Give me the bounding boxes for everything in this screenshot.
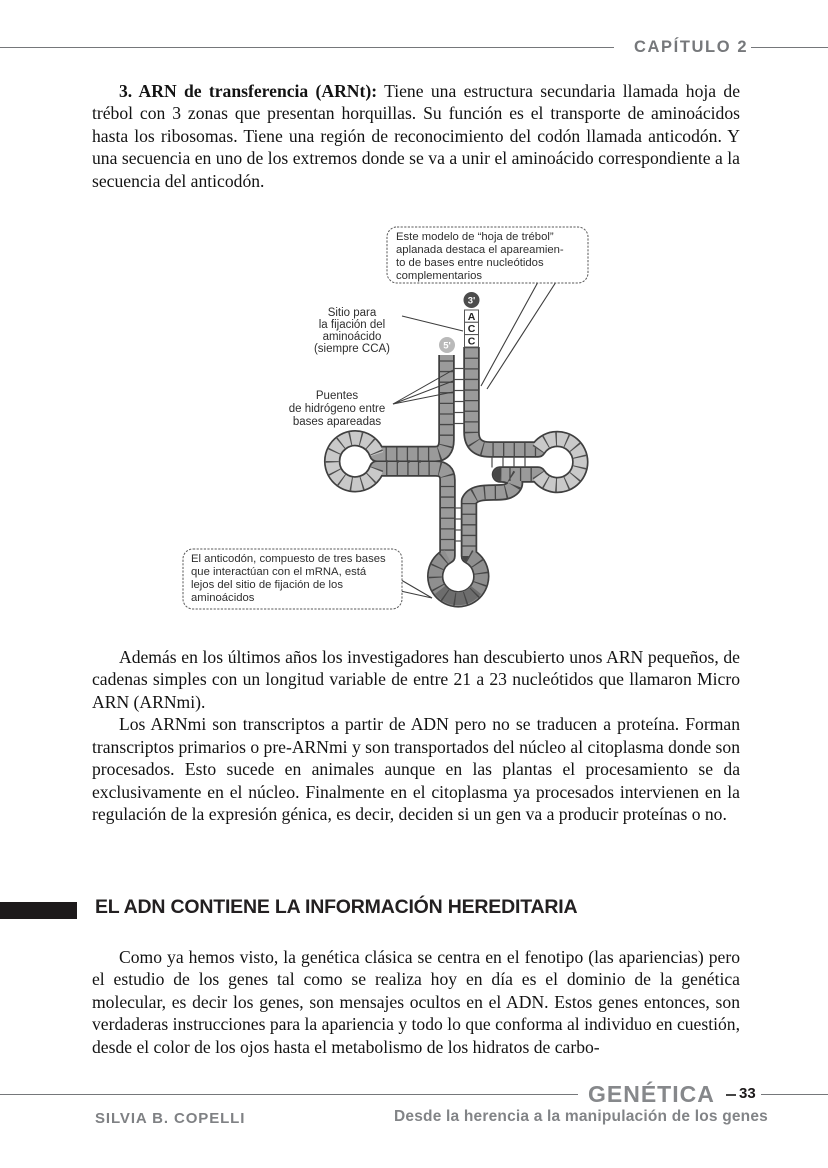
paragraph-arnt-lead: 3. ARN de transferencia (ARNt): bbox=[119, 81, 378, 101]
paragraph-adn-informacion: Como ya hemos visto, la genética clásica se centra en el fenotipo (las apariencias) pero el estudio de los genes tal como se realiza hoy en día es el dominio de la genética molecular, es decir los genes, son mensajes ocultos en el ADN. Estos genes entonces, son verdaderas instrucciones para la apariencia y todo lo que conforma al individuo en cuestión, desde el color de los ojos hasta el metabolismo de los hidratos de carbo- bbox=[92, 947, 740, 1057]
pointer-line bbox=[481, 282, 538, 386]
acceptor-bases bbox=[465, 310, 479, 348]
label-line: Puentes bbox=[315, 390, 359, 402]
paragraph-micro-arn: Además en los últimos años los investigadores han descubierto unos ARN pequeños, de cadenas simples con un longitud variable de entre 21 a 23 nucleótidos que llamaron Micro ARN (ARNmi). bbox=[92, 647, 740, 712]
callout-line: lejos del sitio de fijación de los bbox=[191, 579, 343, 591]
header-rule-right bbox=[751, 47, 828, 48]
base-letter: A bbox=[467, 310, 476, 323]
base-letter: C bbox=[467, 323, 476, 336]
paragraph-arnmi: Los ARNmi son transcriptos a partir de ADN pero no se traducen a proteína. Forman transcriptos primarios o pre-ARNmi y son transportados del núcleo al citoplasma donde son procesados. Esto sucede en animales aunque en las plantas el procesamiento se da exclusivamente en el núcleo. Finalmente en el citoplasma ya procesados intervienen en la regulación de la expresión génica, es decir, deciden si un gen va a producir proteínas o no. bbox=[92, 714, 740, 825]
pointer-line bbox=[487, 282, 556, 389]
paragraph-block-adn bbox=[92, 946, 740, 1058]
paragraph-block-arnmi bbox=[92, 646, 740, 826]
footer-dash bbox=[726, 1094, 736, 1096]
header-rule-left bbox=[0, 47, 614, 48]
leader-line bbox=[402, 316, 463, 331]
callout-line: aplanada destaca el apareamien- bbox=[396, 244, 564, 256]
marker-3-prime: 3' bbox=[467, 295, 476, 307]
paragraph-arnt bbox=[92, 80, 740, 192]
section-heading: EL ADN CONTIENE LA INFORMACIÓN HEREDITARIA bbox=[95, 896, 578, 918]
footer-book-subtitle: Desde la herencia a la manipulación de los genes bbox=[394, 1108, 768, 1125]
chapter-label: CAPÍTULO 2 bbox=[634, 38, 749, 56]
trna-cloverleaf-diagram bbox=[170, 218, 650, 618]
label-sitio-fijacion bbox=[314, 307, 390, 355]
callout-line: aminoácidos bbox=[191, 592, 255, 604]
page-number: 33 bbox=[739, 1085, 756, 1102]
base-letter: C bbox=[467, 335, 476, 348]
label-line: la fijación del bbox=[318, 319, 386, 331]
section-heading-bar bbox=[0, 902, 77, 919]
label-line: aminoácido bbox=[322, 331, 382, 343]
callout-line: El anticodón, compuesto de tres bases bbox=[191, 553, 386, 565]
label-line: bases apareadas bbox=[292, 416, 382, 428]
callout-line: complementarios bbox=[396, 270, 483, 282]
callout-line: que interactúan con el mRNA, está bbox=[191, 566, 367, 578]
marker-5-prime: 5' bbox=[443, 340, 451, 352]
callout-line: Este modelo de “hoja de trébol” bbox=[396, 231, 554, 243]
callout-line: to de bases entre nucleótidos bbox=[396, 257, 544, 269]
paragraph-arnt-body: Tiene una estructura secundaria llamada hoja de trébol con 3 zonas que presentan horquillas. Su función es el transporte de aminoácidos hasta los ribosomas. Tiene una región de reconocimiento del codón llamada anticodón. Y una secuencia en uno de los extremos donde se va a unir el aminoácido correspondiente a la secuencia del anticodón. bbox=[92, 81, 741, 191]
label-line: Sitio para bbox=[327, 307, 377, 319]
label-puentes-hidrogeno bbox=[289, 390, 386, 428]
footer-rule-right bbox=[761, 1094, 828, 1095]
label-line: (siempre CCA) bbox=[313, 343, 391, 355]
label-line: de hidrógeno entre bbox=[288, 403, 386, 415]
footer-series-title: GENÉTICA bbox=[588, 1081, 715, 1107]
footer-author: SILVIA B. COPELLI bbox=[95, 1110, 246, 1127]
footer-rule-left bbox=[0, 1094, 578, 1095]
